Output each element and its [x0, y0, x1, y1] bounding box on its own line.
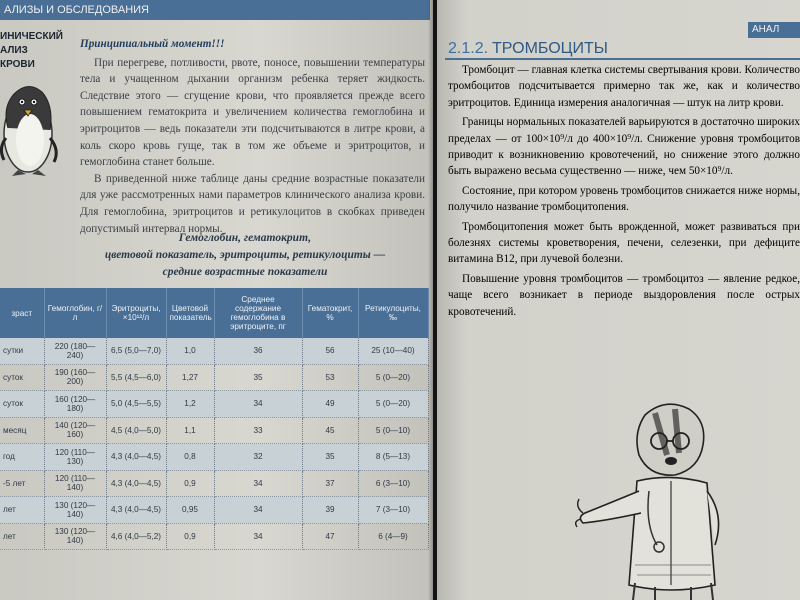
- left-body-text: [80, 36, 425, 237]
- table-cell: 1,2: [166, 391, 214, 418]
- table-cell: 190 (160—200): [44, 364, 106, 391]
- table-row: [0, 391, 428, 418]
- table-cell: 56: [302, 338, 358, 364]
- table-cell: 34: [214, 523, 302, 550]
- table-cell: 5,5 (4,5—6,0): [106, 364, 166, 391]
- table-header-cell: Эритроциты, ×10¹²/л: [106, 288, 166, 338]
- table-cell: 34: [214, 470, 302, 497]
- table-cell: 140 (120—160): [44, 417, 106, 444]
- table-row: [0, 364, 428, 391]
- table-cell: 37: [302, 470, 358, 497]
- table-cell: 33: [214, 417, 302, 444]
- table-cell: -5 лет: [0, 470, 44, 497]
- key-point-heading: Принципиальный момент!!!: [80, 38, 225, 50]
- sidebar-note: [0, 30, 63, 72]
- table-cell: 7 (3—10): [358, 497, 428, 524]
- table-cell: 0,95: [166, 497, 214, 524]
- table-cell: 0,8: [166, 444, 214, 471]
- table-row: [0, 497, 428, 524]
- table-cell: 6 (3—10): [358, 470, 428, 497]
- table-cell: 8 (5—13): [358, 444, 428, 471]
- table-cell: 0,9: [166, 470, 214, 497]
- table-cell: год: [0, 444, 44, 471]
- table-cell: 4,5 (4,0—5,0): [106, 417, 166, 444]
- right-running-head: АНАЛ: [748, 22, 800, 38]
- table-cell: 4,3 (4,0—4,5): [106, 470, 166, 497]
- table-cell: лет: [0, 523, 44, 550]
- table-header-cell: Цветовой показатель: [166, 288, 214, 338]
- table-header-row: [0, 288, 428, 338]
- table-cell: 120 (110—130): [44, 444, 106, 471]
- table-cell: 5 (0—20): [358, 364, 428, 391]
- table-cell: 53: [302, 364, 358, 391]
- table-cell: 130 (120—140): [44, 523, 106, 550]
- table-cell: 5,0 (4,5—5,5): [106, 391, 166, 418]
- table-row: [0, 417, 428, 444]
- table-row: [0, 444, 428, 471]
- table-cell: месяц: [0, 417, 44, 444]
- table-cell: 220 (180—240): [44, 338, 106, 364]
- table-header-cell: Ретикулоциты, ‰: [358, 288, 428, 338]
- table-cell: 6,5 (5,0—7,0): [106, 338, 166, 364]
- table-caption-line: средние возрастные показатели: [162, 266, 328, 278]
- table-cell: 5 (0—20): [358, 391, 428, 418]
- table-cell: 4,6 (4,0—5,2): [106, 523, 166, 550]
- paragraph: Состояние, при котором уровень тромбоцитов снижается ниже нормы, получило название тромбоцитопения.: [448, 184, 800, 214]
- blood-values-table: [0, 288, 428, 600]
- table-cell: 47: [302, 523, 358, 550]
- sidebar-note-line: ИНИЧЕСКИЙ: [0, 31, 63, 42]
- left-running-head: АЛИЗЫ И ОБСЛЕДОВАНИЯ: [0, 0, 430, 20]
- section-rule: [445, 58, 800, 60]
- section-number: 2.1.2.: [448, 40, 489, 57]
- table-header-cell: Гематокрит, %: [302, 288, 358, 338]
- paragraph: В приведенной ниже таблице даны средние возрастные показатели для уже рассмотренных нами параметров клинического анализа крови. Для гемоглобина, эритроцитов и ретикулоцитов в скобках приведен допустимый интервал нормы.: [80, 172, 425, 235]
- table-caption-line: Гемоглобин, гематокрит,: [178, 232, 312, 244]
- table-cell: 35: [214, 364, 302, 391]
- sidebar-note-line: КРОВИ: [0, 59, 35, 70]
- table-cell: 39: [302, 497, 358, 524]
- table-cell: 32: [214, 444, 302, 471]
- table-cell: 49: [302, 391, 358, 418]
- table-cell: 1,0: [166, 338, 214, 364]
- paragraph: Границы нормальных показателей варьируются в достаточно широких пределах — от 100×10⁹/л до 400×10⁹/л. Снижение уровня тромбоцитов приводит к возникновению кровотечений, но снижение этого должно быть выражено весьма существенно — ниже, чем 50×10⁹/л.: [448, 116, 800, 178]
- table-cell: 130 (120—140): [44, 497, 106, 524]
- table-cell: 1,27: [166, 364, 214, 391]
- paragraph: При перегреве, потливости, рвоте, поносе, повышении температуры тела и учащенном дыхании организм ребенка теряет жидкость. Следствие этого — сгущение крови, что проявляется прежде всего повышением гематокрита и увеличением количества гемоглобина и эритроцитов — ведь показатели эти подсчитываются в литре крови, а коль скоро кровь гуще, так в том же объеме и эритроцитов, и гемоглобина станет больше.: [80, 56, 425, 169]
- section-title: ТРОМБОЦИТЫ: [492, 40, 608, 57]
- table-cell: 35: [302, 444, 358, 471]
- table-cell: 6 (4—9): [358, 523, 428, 550]
- badger-doctor-illustration: [575, 395, 765, 600]
- table-cell: 4,3 (4,0—4,5): [106, 444, 166, 471]
- table-cell: 120 (110—140): [44, 470, 106, 497]
- table-cell: 4,3 (4,0—4,5): [106, 497, 166, 524]
- right-body-text: [448, 62, 800, 320]
- table-cell: сутки: [0, 338, 44, 364]
- table-cell: 1,1: [166, 417, 214, 444]
- table-cell: 34: [214, 497, 302, 524]
- table-cell: суток: [0, 364, 44, 391]
- sidebar-note-line: АЛИЗ: [0, 45, 28, 56]
- table-cell: 34: [214, 391, 302, 418]
- table-cell: лет: [0, 497, 44, 524]
- paragraph: Повышение уровня тромбоцитов — тромбоцитоз — явление редкое, чаще всего возникает в периоде выздоровления после острых кровотечений.: [448, 272, 800, 318]
- table-cell: 45: [302, 417, 358, 444]
- table-row: [0, 470, 428, 497]
- table-header-cell: Среднее содержание гемоглобина в эритроците, пг: [214, 288, 302, 338]
- table-cell: 0,9: [166, 523, 214, 550]
- table-cell: 25 (10—40): [358, 338, 428, 364]
- paragraph: Тромбоцитопения может быть врожденной, может развиваться при болезнях системы кроветворения, печени, селезенки, при дефиците витамина В12, при лучевой болезни.: [448, 220, 800, 266]
- table-cell: 5 (0—10): [358, 417, 428, 444]
- table-row: [0, 523, 428, 550]
- table-cell: суток: [0, 391, 44, 418]
- table-cell: 160 (120—180): [44, 391, 106, 418]
- table-cell: 36: [214, 338, 302, 364]
- table-caption: [60, 230, 430, 281]
- paragraph: Тромбоцит — главная клетка системы свертывания крови. Количество тромбоцитов подсчитывается примерно так же, как и количество эритроцитов. Единица измерения аналогичная — штук на литр крови.: [448, 64, 800, 109]
- table-header-cell: Гемоглобин, г/л: [44, 288, 106, 338]
- table-row: [0, 338, 428, 364]
- table-caption-line: цветовой показатель, эритроциты, ретикулоциты —: [104, 249, 386, 261]
- table-header-cell: зраст: [0, 288, 44, 338]
- penguin-illustration: [0, 68, 62, 178]
